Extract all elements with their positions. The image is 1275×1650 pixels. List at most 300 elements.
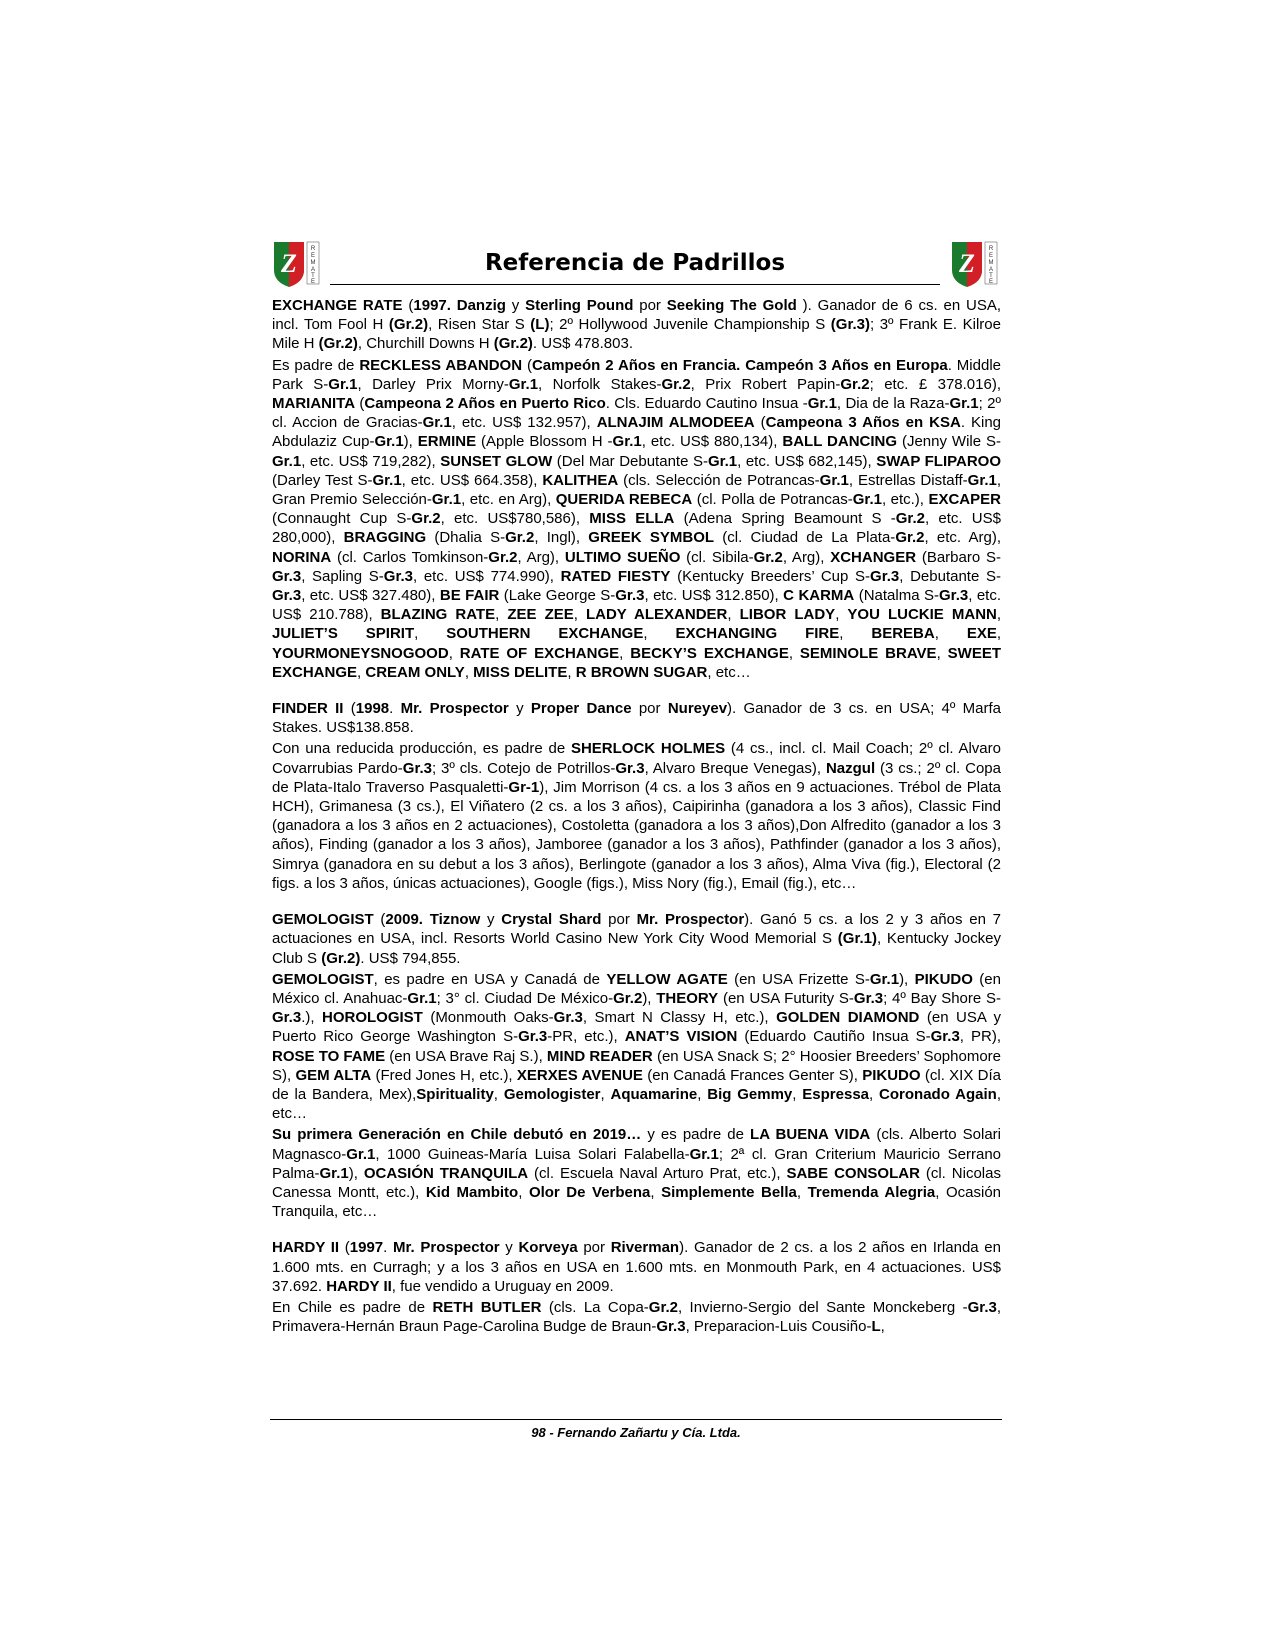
text-run: ). Ganador de 2 cs. a los 2 años en Irlanda en 1.600 mts. en Curragh; y a los 3 años en USA en 1.600 mts. en Monmouth Park, en 4 actuaciones. US$ 37.692. (272, 1239, 1001, 1295)
text-run: (Eduardo Cautiño Insua S- (737, 1028, 931, 1046)
text-run: (Dhalia S- (426, 529, 506, 547)
bold-text-run: Gr.2 (895, 510, 925, 528)
bold-text-run: BALL DANCING (782, 433, 898, 451)
bold-text-run: L (871, 1318, 881, 1336)
text-run: , (936, 644, 948, 662)
text-run: y es padre de (641, 1126, 751, 1144)
bold-text-run: ALNAJIM ALMODEEA (596, 414, 755, 432)
text-run: , etc. US$ 210.788), (272, 587, 1001, 624)
text-run: , (792, 1085, 803, 1103)
svg-text:A: A (988, 267, 994, 273)
text-run: (en USA Futurity S- (718, 989, 854, 1007)
text-run: ; 3° cl. Ciudad De México- (436, 989, 614, 1007)
text-run: (cl. Nicolas Canessa Montt, etc.), (272, 1164, 1001, 1201)
bold-text-run: 2009. Tiznow (385, 911, 481, 929)
text-run: , Arg), (782, 548, 831, 566)
bold-text-run: Gr.3 (272, 587, 302, 605)
text-run: (cl. Sibila- (680, 548, 754, 566)
bold-text-run: SWEET EXCHANGE (272, 644, 1001, 681)
bold-text-run: Mr. Prospector (393, 1239, 500, 1257)
text-run: (cls. Alberto Solari Magnasco- (272, 1126, 1002, 1163)
bold-text-run: JULIET’S SPIRIT (272, 625, 415, 643)
bold-text-run: Gr.1 (707, 452, 738, 470)
text-run: (Del Mar Debutante S- (552, 452, 708, 470)
text-run: , etc. US$ 280,000), (272, 510, 1001, 547)
text-run: , (643, 625, 676, 643)
text-run: , (869, 1085, 880, 1103)
text-run: ), Jim Morrison (4 cs. a los 3 años en 9 actuaciones. Trébol de Plata HCH), Grimanesa (3 cs.), El Viñatero (2 cs. a los 3 años), Caipirinha (ganadora a los 3 años), Classic Find (ganadora a los 3 años en 2 actuaciones), Costoletta (ganadora a los 3 años),Don Alfredito (ganador a los 3 años), Finding (ganador a los 3 años), Jamboree (ganador a los 3 años), Pathfinder (ganador a los 3 años), Simrya (ganadora en su debut a los 3 años), Berlingote (ganador a los 3 años), Alma Viva (fig.), Electoral (2 figs. a los 3 años, únicas actuaciones), Google (figs.), Miss Nory (fig.), Email (fig.), etc… (272, 778, 1001, 892)
bold-text-run: (Gr.2) (321, 949, 361, 967)
bold-text-run: Gr.3 (615, 587, 645, 605)
text-run: (Barbaro S- (916, 548, 1001, 566)
text-run: , (567, 663, 576, 681)
reference-paragraph (272, 356, 1001, 682)
text-run: , etc. US$ 664.358), (401, 471, 543, 489)
text-run: ( (754, 414, 766, 432)
text-run: por (631, 700, 668, 718)
bold-text-run: Riverman (610, 1239, 680, 1257)
bold-text-run: Mr. Prospector (636, 911, 745, 929)
bold-text-run: Gr.1 (508, 375, 539, 393)
text-run: , Estrellas Distaff- (848, 471, 968, 489)
bold-text-run: Coronado Again (879, 1085, 997, 1103)
bold-text-run: YOURMONEYSNOGOOD (272, 644, 449, 662)
bold-text-run: GREEK SYMBOL (588, 529, 715, 547)
bold-text-run: CREAM ONLY (365, 663, 465, 681)
text-run: ; 3º Frank E. Kilroe Mile H (272, 316, 1001, 353)
text-run: , (493, 1085, 504, 1103)
text-run: Es padre de (272, 356, 360, 374)
bold-text-run: HARDY II (326, 1277, 392, 1295)
text-run: , fue vendido a Uruguay en 2009. (391, 1277, 614, 1295)
bold-text-run: Gr-1 (508, 778, 540, 796)
svg-text:E: E (988, 279, 994, 285)
text-run: por (633, 297, 667, 314)
text-run: . King Abdulaziz Cup- (272, 414, 1002, 451)
text-run: , etc. US$ 880,134), (641, 433, 783, 451)
reference-paragraph (272, 699, 1001, 737)
bold-text-run: HOROLOGIST (322, 1009, 423, 1027)
text-run: (en Canadá Frances Genter S), (642, 1066, 863, 1084)
bold-text-run: GEM ALTA (295, 1066, 372, 1084)
text-run: , (880, 1318, 885, 1336)
bold-text-run: QUERIDA REBECA (555, 491, 693, 509)
text-run: ( (339, 1239, 350, 1257)
svg-text:T: T (989, 273, 993, 279)
bold-text-run: Nureyev (667, 700, 728, 718)
bold-text-run: (L) (530, 316, 550, 334)
bold-text-run: Gr.3 (615, 759, 645, 777)
text-run: , etc. US$780,586), (440, 510, 590, 528)
bold-text-run: GEMOLOGIST (272, 911, 374, 929)
bold-text-run: ULTIMO SUEÑO (564, 548, 681, 566)
bold-text-run: Nazgul (825, 759, 876, 777)
text-run: , (518, 1183, 529, 1201)
bold-text-run: OCASIÓN TRANQUILA (363, 1164, 529, 1182)
bold-text-run: Seeking The Gold (666, 297, 797, 314)
text-run: , etc. US$ 774.990), (412, 567, 561, 585)
text-run: ; 2ª cl. Gran Criterium Mauricio Serrano Palma- (272, 1145, 1001, 1182)
page-footer: 98 - Fernando Zañartu y Cía. Ltda. (531, 1425, 741, 1440)
bold-text-run: Campeón 2 Años en Francia. Campeón 3 Años en Europa (531, 356, 948, 374)
text-run: (cls. Selección de Potrancas- (618, 471, 820, 489)
bold-text-run: SOUTHERN EXCHANGE (446, 625, 644, 643)
bold-text-run: ERMINE (417, 433, 477, 451)
text-run: , Ocasión Tranquila, etc… (272, 1183, 1002, 1221)
bold-text-run: Espressa (802, 1085, 870, 1103)
text-run: , Gran Premio Selección- (272, 471, 1002, 509)
bold-text-run: Gr.1 (374, 433, 404, 451)
bold-text-run: Gr.2 (661, 375, 691, 393)
bold-text-run: Gr.1 (372, 471, 402, 489)
text-run: (en USA y Puerto Rico George Washington S- (272, 1009, 1001, 1046)
text-run: , Risen Star S (428, 316, 531, 334)
text-run: (Fred Jones H, etc.), (371, 1066, 517, 1084)
bold-text-run: NORINA (272, 548, 332, 566)
page-title: Referencia de Padrillos (484, 250, 786, 276)
text-run: Con una reducida producción, es padre de (272, 740, 571, 758)
bold-text-run: Gr.3 (870, 567, 900, 585)
bold-text-run: EXCHANGE RATE (272, 297, 403, 314)
bold-text-run: LIBOR LADY (739, 606, 836, 624)
bold-text-run: BLAZING RATE (380, 606, 496, 624)
text-run: ), (348, 1164, 364, 1182)
text-run: ), (642, 989, 657, 1007)
text-run: (Jenny Wile S- (897, 433, 1002, 451)
text-run: , (495, 606, 508, 624)
text-run: (Kentucky Breeders’ Cup S- (670, 567, 871, 585)
reference-paragraph (272, 1298, 1001, 1336)
bold-text-run: Gr.2 (648, 1298, 678, 1316)
text-run: ( (343, 700, 356, 718)
bold-text-run: Gr.1 (807, 395, 837, 413)
bold-text-run: SWAP FLIPAROO (876, 452, 1002, 470)
bold-text-run: SUNSET GLOW (440, 452, 553, 470)
bold-text-run: Simplemente Bella (661, 1183, 797, 1201)
bold-text-run: MIND READER (546, 1047, 653, 1065)
bold-text-run: MARIANITA (272, 395, 356, 413)
bold-text-run: Gr.3 (272, 567, 302, 585)
text-run: ), (403, 433, 418, 451)
text-run: (cl. Ciudad de La Plata- (714, 529, 896, 547)
text-run: , (619, 644, 631, 662)
text-run: , Alvaro Breque Venegas), (644, 759, 826, 777)
text-run: , (796, 1183, 808, 1201)
bold-text-run: Gr.2 (488, 548, 518, 566)
svg-text:Z: Z (959, 249, 975, 278)
bold-text-run: RATED FIESTY (560, 567, 671, 585)
text-run: (cls. La Copa- (541, 1298, 649, 1316)
text-run: . (383, 1239, 394, 1257)
reference-paragraph (272, 970, 1001, 1124)
bold-text-run: LA BUENA VIDA (750, 1126, 871, 1144)
bold-text-run: (Gr.2) (388, 316, 429, 334)
svg-text:A: A (310, 267, 316, 273)
text-run: . Middle Park S- (272, 356, 1001, 393)
text-run: , Smart N Classy H, etc.), (582, 1009, 777, 1027)
text-run: (Adena Spring Beamount S - (674, 510, 896, 528)
text-run: , Sapling S- (301, 567, 384, 585)
text-run: , etc… (707, 663, 751, 681)
bold-text-run: Gr.1 (328, 375, 358, 393)
bold-text-run: Gr.1 (852, 491, 882, 509)
svg-text:T: T (311, 273, 315, 279)
bold-text-run: 1998 (355, 700, 390, 718)
svg-text:R: R (310, 246, 316, 252)
reference-paragraph (272, 1238, 1001, 1296)
text-run: , (357, 663, 366, 681)
bold-text-run: SHERLOCK HOLMES (570, 740, 726, 758)
text-run: . (389, 700, 401, 718)
text-run: , Darley Prix Morny- (357, 375, 509, 393)
bold-text-run: Gr.1 (319, 1164, 349, 1182)
svg-text:E: E (988, 253, 994, 259)
bold-text-run: Gr.3 (853, 989, 884, 1007)
bold-text-run: Gr.1 (422, 414, 452, 432)
bold-text-run: ZEE ZEE (507, 606, 574, 624)
stallion-reference-body (272, 296, 1001, 1338)
bold-text-run: Gr.1 (272, 452, 302, 470)
text-run: ). Ganó 5 cs. a los 2 y 3 años en 7 actuaciones en USA, incl. Resorts World Casino New York City Wood Memorial S (272, 911, 1001, 948)
bold-text-run: HARDY II (272, 1239, 340, 1257)
text-run: En Chile es padre de (272, 1298, 433, 1316)
bold-text-run: Gr.1 (869, 970, 900, 988)
bold-text-run: RATE OF EXCHANGE (459, 644, 620, 662)
bold-text-run: GOLDEN DIAMOND (776, 1009, 920, 1027)
text-run: ). Ganador de 6 cs. en USA, incl. Tom Fool H (272, 297, 1001, 334)
text-run: , etc. en Arg), (461, 491, 556, 509)
bold-text-run: Proper Dance (530, 700, 632, 718)
bold-text-run: Gr.3 (967, 1298, 997, 1316)
bold-text-run: (Gr.1) (837, 930, 877, 948)
text-run: (Apple Blossom H - (476, 433, 613, 451)
reference-paragraph (272, 296, 1001, 354)
text-run: . Cls. Eduardo Cautino Insua - (605, 395, 808, 413)
text-run: , Debutante S- (899, 567, 1002, 585)
text-run: por (601, 911, 637, 929)
text-run: (en USA Brave Raj S.), (385, 1047, 547, 1065)
bold-text-run: RETH BUTLER (432, 1298, 542, 1316)
text-run: (Monmouth Oaks- (422, 1009, 554, 1027)
text-run: (Darley Test S- (272, 471, 373, 489)
bold-text-run: Gr.2 (411, 510, 441, 528)
bold-text-run: Gr.1 (689, 1145, 719, 1163)
bold-text-run: YELLOW AGATE (606, 970, 728, 988)
text-run: . US$ 478.803. (532, 335, 633, 353)
bold-text-run: 1997 (349, 1239, 384, 1257)
svg-text:Z: Z (281, 249, 297, 278)
bold-text-run: XCHANGER (830, 548, 917, 566)
bold-text-run: Big Gemmy (707, 1085, 793, 1103)
bold-text-run: PIKUDO (862, 1066, 921, 1084)
text-run: , (573, 606, 586, 624)
text-run: (Connaught Cup S- (272, 510, 412, 528)
text-run: , Kentucky Jockey Club S (272, 930, 1001, 967)
bold-text-run: Sterling Pound (525, 297, 634, 314)
text-run: (en México cl. Anahuac- (272, 970, 1001, 1007)
text-run: , etc.), (881, 491, 929, 509)
bold-text-run: Korveya (518, 1239, 578, 1257)
text-run: ). Ganador de 3 cs. en USA; 4º Marfa Stakes. US$138.858. (272, 700, 1001, 737)
text-run: , (934, 625, 967, 643)
bold-text-run: Gemologister (503, 1085, 601, 1103)
bold-text-run: Gr.1 (407, 989, 437, 1007)
svg-text:E: E (310, 253, 316, 259)
text-run: ( (402, 297, 414, 314)
bold-text-run: Gr.2 (840, 375, 870, 393)
text-run: , Preparacion-Luis Cousiño- (685, 1318, 872, 1336)
text-run: , etc. US$ 132.957), (451, 414, 597, 432)
bold-text-run: C KARMA (783, 587, 855, 605)
bold-text-run: Aquamarine (610, 1085, 698, 1103)
text-run: ), (899, 970, 915, 988)
text-run: , (839, 625, 872, 643)
text-run: ; 3º cls. Cotejo de Potrillos- (431, 759, 616, 777)
bold-text-run: BRAGGING (343, 529, 427, 547)
bold-text-run: Gr.2 (753, 548, 783, 566)
text-run: , (727, 606, 740, 624)
bold-text-run: EXE (966, 625, 997, 643)
bold-text-run: Gr.3 (383, 567, 413, 585)
text-run: , Invierno-Sergio del Sante Monckeberg - (677, 1298, 968, 1316)
text-run: , 1000 Guineas-María Luisa Solari Falabella- (375, 1145, 690, 1163)
bold-text-run: Gr.3 (656, 1318, 686, 1336)
bold-text-run: LADY ALEXANDER (585, 606, 728, 624)
bold-text-run: Gr.1 (612, 433, 642, 451)
bold-text-run: Crystal Shard (501, 911, 602, 929)
text-run: ( (522, 356, 532, 374)
text-run: , Ingl), (534, 529, 589, 547)
bold-text-run: Gr.1 (346, 1145, 376, 1163)
text-run: , (835, 606, 848, 624)
svg-text:M: M (310, 260, 316, 266)
svg-text:M: M (988, 260, 994, 266)
text-run: , (448, 644, 460, 662)
text-run: , Arg), (517, 548, 565, 566)
text-run: (cl. XIX Día de la Bandera, Mex), (272, 1066, 1001, 1103)
footer-rule (270, 1419, 1002, 1420)
bold-text-run: Campeona 3 Años en KSA (765, 414, 961, 432)
text-run: (cl. Escuela Naval Arturo Prat, etc.), (528, 1164, 787, 1182)
text-run: , (697, 1085, 708, 1103)
bold-text-run: ANAT’S VISION (624, 1028, 738, 1046)
text-run: , (650, 1183, 662, 1201)
text-run: , (464, 663, 474, 681)
bold-text-run: Gr.3 (272, 1009, 302, 1027)
text-run: . US$ 794,855. (360, 949, 461, 967)
text-run: ; etc. £ 378.016), (869, 375, 1001, 393)
bold-text-run: (Gr.3) (830, 316, 870, 334)
bold-text-run: Spirituality (416, 1085, 494, 1103)
svg-text:R: R (988, 246, 994, 252)
text-run: (cl. Carlos Tomkinson- (331, 548, 489, 566)
bold-text-run: Gr.1 (949, 395, 979, 413)
bold-text-run: EXCAPER (928, 491, 1001, 509)
text-run: (4 cs., incl. cl. Mail Coach; 2º cl. Alvaro Covarrubias Pardo- (272, 740, 1001, 777)
bold-text-run: Gr.2 (895, 529, 925, 547)
text-run: , es padre en USA y Canadá de (373, 970, 607, 988)
text-run: (Lake George S- (499, 587, 616, 605)
bold-text-run: Tremenda Alegria (807, 1183, 936, 1201)
text-run: y (480, 911, 502, 929)
bold-text-run: BECKY’S EXCHANGE (630, 644, 789, 662)
bold-text-run: SABE CONSOLAR (786, 1164, 920, 1182)
bold-text-run: 1997. Danzig (413, 297, 506, 314)
bold-text-run: MISS ELLA (589, 510, 675, 528)
text-run: .), (301, 1009, 322, 1027)
bold-text-run: Gr.1 (431, 491, 462, 509)
bold-text-run: PIKUDO (914, 970, 973, 988)
text-run: , (414, 625, 447, 643)
text-run: ( (355, 395, 365, 413)
bold-text-run: Gr.2 (505, 529, 535, 547)
text-run: , PR), (959, 1028, 1001, 1046)
header-rule (330, 284, 940, 285)
text-run: -PR, etc.), (547, 1028, 625, 1046)
bold-text-run: EXCHANGING FIRE (675, 625, 840, 643)
text-run: , Primavera-Hernán Braun Page-Carolina Budge de Braun- (272, 1298, 1001, 1336)
bold-text-run: Gr.3 (930, 1028, 960, 1046)
bold-text-run: KALITHEA (542, 471, 619, 489)
text-run: , etc. US$ 682,145), (737, 452, 877, 470)
text-run: , (996, 625, 1001, 643)
text-run: , etc. Arg), (924, 529, 1001, 547)
page-header (270, 240, 1000, 290)
bold-text-run: Gr.3 (939, 587, 969, 605)
zz-remates-logo-right (948, 240, 1000, 288)
text-run: (Natalma S- (854, 587, 940, 605)
bold-text-run: GEMOLOGIST (272, 970, 374, 988)
bold-text-run: SEMINOLE BRAVE (799, 644, 937, 662)
reference-paragraph (272, 739, 1001, 893)
bold-text-run: Gr.2 (613, 989, 643, 1007)
bold-text-run: (Gr.2) (493, 335, 533, 353)
bold-text-run: Gr.3 (518, 1028, 548, 1046)
text-run: , Churchill Downs H (357, 335, 494, 353)
bold-text-run: BE FAIR (439, 587, 500, 605)
text-run: , etc. US$ 312.850), (644, 587, 784, 605)
reference-paragraph (272, 910, 1001, 968)
bold-text-run: Gr.1 (967, 471, 997, 489)
text-run: , Norfolk Stakes- (538, 375, 662, 393)
text-run: (cl. Polla de Potrancas- (692, 491, 853, 509)
svg-text:E: E (310, 279, 316, 285)
text-run: y (505, 297, 526, 314)
text-run: ; 2º cl. Accion de Gracias- (272, 395, 1001, 432)
text-run: (en USA Frizette S- (727, 970, 870, 988)
text-run: por (577, 1239, 611, 1257)
bold-text-run: RECKLESS ABANDON (359, 356, 523, 374)
text-run: , Prix Robert Papin- (690, 375, 841, 393)
bold-text-run: BEREBA (871, 625, 935, 643)
text-run: , (600, 1085, 611, 1103)
text-run: , (788, 644, 800, 662)
bold-text-run: Gr.1 (819, 471, 849, 489)
text-run: y (499, 1239, 519, 1257)
bold-text-run: THEORY (656, 989, 719, 1007)
text-run: , etc… (272, 1085, 1001, 1123)
bold-text-run: Gr.3 (553, 1009, 583, 1027)
bold-text-run: Kid Mambito (425, 1183, 519, 1201)
text-run: ( (373, 911, 386, 929)
bold-text-run: YOU LUCKIE MANN (847, 606, 997, 624)
text-run: , etc. US$ 719,282), (301, 452, 441, 470)
bold-text-run: Campeona 2 Años en Puerto Rico (364, 395, 606, 413)
text-run: ; 4º Bay Shore S- (883, 989, 1001, 1007)
bold-text-run: R BROWN SUGAR (575, 663, 708, 681)
bold-text-run: XERXES AVENUE (516, 1066, 643, 1084)
bold-text-run: Su primera Generación en Chile debutó en 2019… (272, 1126, 642, 1144)
